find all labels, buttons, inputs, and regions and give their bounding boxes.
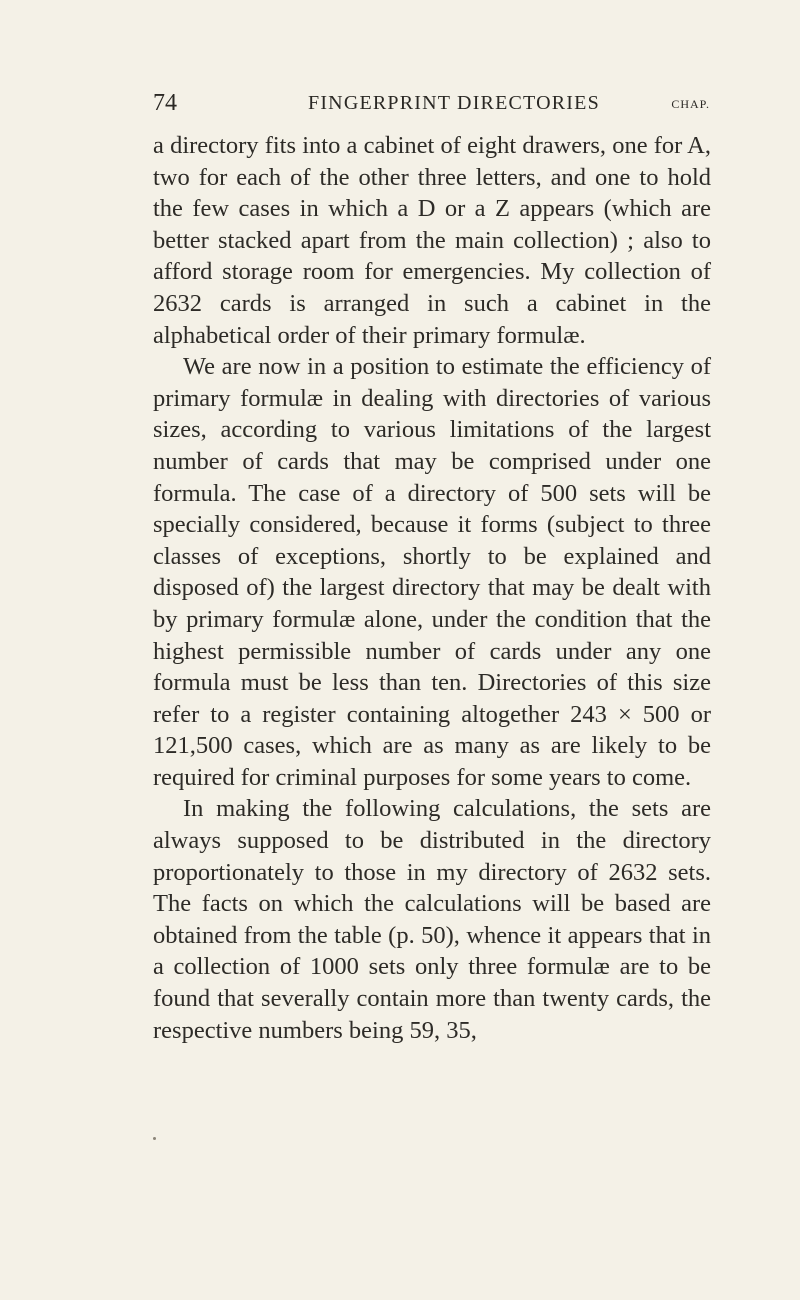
paper-speck [153, 1137, 156, 1140]
body-text [153, 130, 711, 1046]
running-title: FINGERPRINT DIRECTORIES [308, 92, 600, 114]
page-number: 74 [153, 90, 177, 116]
running-head [153, 88, 710, 118]
paragraph-1: a directory fits into a cabinet of eight drawers, one for A, two for each of the other three letters, and one to hold the few cases in which a D or a Z appears (which are better stacked apart from the main collection) ; also to afford storage room for emergencies. My collection of 2632 cards is arranged in such a cabinet in the alphabetical order of their primary formulæ. [153, 132, 711, 349]
chapter-label: CHAP. [671, 97, 710, 111]
paragraph-2: We are now in a position to estimate the efficiency of primary formulæ in dealing with directories of various sizes, according to various limitations of the largest number of cards that may be comprised under one formula. The case of a directory of 500 sets will be specially considered, because it forms (subject to three classes of exceptions, shortly to be explained and disposed of) the largest directory that may be dealt with by primary formulæ alone, under the condition that the highest permissible number of cards under any one formula must be less than ten. Directories of this size refer to a register containing altogether 243 × 500 or 121,500 cases, which are as many as are likely to be required for criminal purposes for some years to come. [153, 353, 711, 791]
paragraph-3: In making the following calculations, the sets are always supposed to be distributed in the directory proportionately to those in my directory of 2632 sets. The facts on which the calculations will be based are obtained from the table (p. 50), whence it appears that in a collection of 1000 sets only three formulæ are to be found that severally contain more than twenty cards, the respective numbers being 59, 35, [153, 795, 711, 1044]
